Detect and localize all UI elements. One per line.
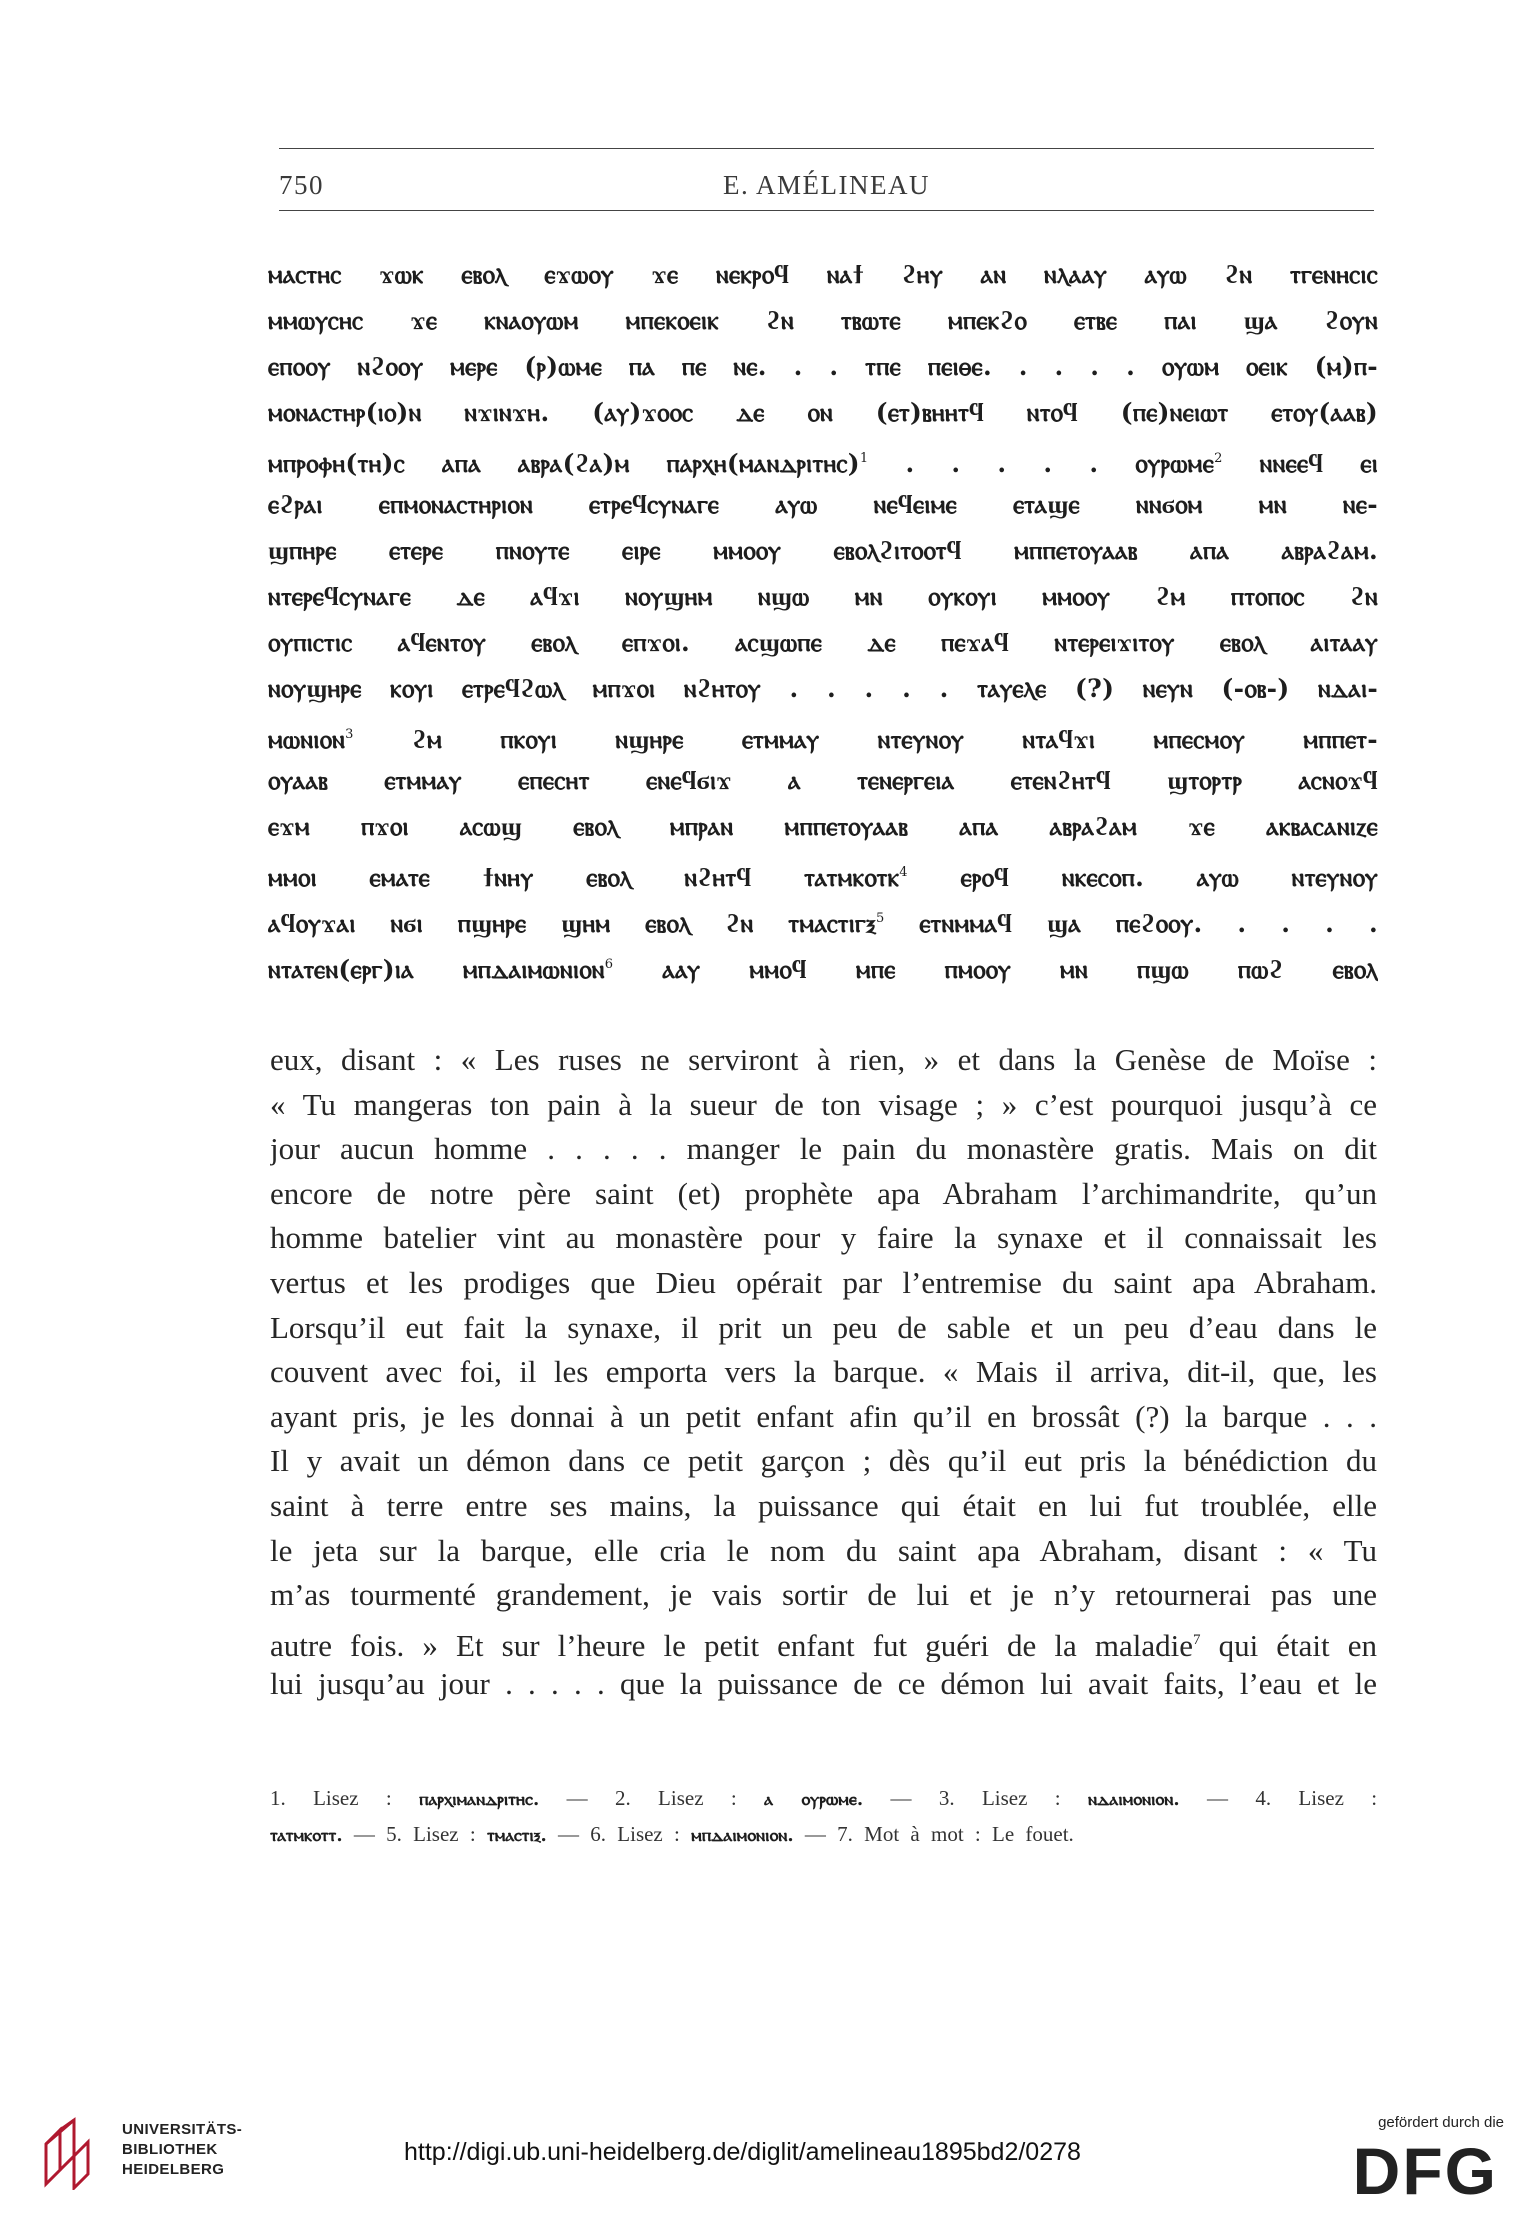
text-line: jour aucun homme . . . . . manger le pain du monastère gratis. Mais on dit xyxy=(270,1131,1377,1167)
header-bottom-rule xyxy=(279,210,1374,211)
coptic-line: ⲉⲡⲟⲟⲩ ⲛϩⲟⲟⲩ ⲙⲉⲣⲉ (ⲣ)ⲱⲙⲉ ⲡⲁ ⲡⲉ ⲛⲉ. . . ⲧⲡⲉ ⲡⲉⲓⲑⲉ. . . . . ⲟⲩⲱⲙ ⲟⲉⲓⲕ (ⲙ)ⲡ- xyxy=(268,352,1378,381)
coptic-line: ⲙⲟⲛⲁⲥⲧⲏⲣ(ⲓⲟ)ⲛ ⲛϫⲓⲛϫⲏ. (ⲁⲩ)ϫⲟⲟⲥ ⲇⲉ ⲟⲛ (ⲉⲧ)ⲃⲏⲏⲧϥ ⲛⲧⲟϥ (ⲡⲉ)ⲛⲉⲓⲱⲧ ⲉⲧⲟⲩ(ⲁⲁⲃ) xyxy=(268,398,1378,427)
footnote-ref: 1 xyxy=(859,451,869,466)
text-line: Il y avait un démon dans ce petit garçon ; dès qu’il eut pris la bénédiction du xyxy=(270,1443,1377,1479)
university-library-logo-icon xyxy=(38,2114,108,2190)
footnote-line: 1. Lisez : ⲡⲁⲣⲭⲓⲙⲁⲛⲇⲣⲓⲧⲏⲥ. — 2. Lisez : ⲁ ⲟⲩⲣⲱⲙⲉ. — 3. Lisez : ⲛⲇⲁⲓⲙⲟⲛⲓⲟⲛ. — 4. Lisez : xyxy=(270,1786,1378,1810)
coptic-line: ⲛⲟⲩϣⲏⲣⲉ ⲕⲟⲩⲓ ⲉⲧⲣⲉϥϩⲱⲗ ⲙⲡϫⲟⲓ ⲛϩⲏⲧⲟⲩ . . . . . ⲧⲁⲩⲉⲗⲉ (?) ⲛⲉⲩⲛ (-ⲟⲃ-) ⲛⲇⲁⲓ- xyxy=(268,674,1378,703)
permalink-url[interactable]: http://digi.ub.uni-heidelberg.de/diglit/amelineau1895bd2/0278 xyxy=(404,2138,1081,2166)
text-line: ayant pris, je les donnai à un petit enfant afin qu’il en brossât (?) la barque . . . xyxy=(270,1398,1377,1434)
footnote-ref: 6 xyxy=(604,957,614,972)
text-line: encore de notre père saint (et) prophète apa Abraham l’archimandrite, qu’un xyxy=(270,1175,1377,1211)
running-header xyxy=(279,170,1374,204)
footnotes xyxy=(270,1780,1377,1852)
text-line: vertus et les prodiges que Dieu opérait par l’entremise du saint apa Abraham. xyxy=(270,1264,1377,1300)
coptic-line: ⲙⲱⲛⲓⲟⲛ$^3$ ϩⲙ ⲡⲕⲟⲩⲓ ⲛϣⲏⲣⲉ ⲉⲧⲙⲙⲁⲩ ⲛⲧⲉⲩⲛⲟⲩ ⲛⲧⲁϥϫⲓ ⲙⲡⲉⲥⲙⲟⲩ ⲙⲡⲡⲉⲧ- xyxy=(268,725,1378,754)
text-line: Lorsqu’il eut fait la synaxe, il prit un peu de sable et un peu d’eau dans le xyxy=(270,1309,1377,1345)
viewer-footer xyxy=(0,2100,1528,2215)
text-line: homme batelier vint au monastère pour y faire la synaxe et il connaissait les xyxy=(270,1220,1377,1256)
footnote-ref: 5 xyxy=(875,911,885,926)
text-line: m’as tourmenté grandement, je vais sortir de lui et je n’y retournerai pas une xyxy=(270,1577,1377,1613)
coptic-line: ⲁϥⲟⲩϫⲁⲓ ⲛϭⲓ ⲡϣⲏⲣⲉ ϣⲏⲙ ⲉⲃⲟⲗ ϩⲛ ⲧⲙⲁⲥⲧⲓⲅⲝ$^5$ ⲉⲧⲛⲙⲙⲁϥ ϣⲁ ⲡⲉϩⲟⲟⲩ. . . . . xyxy=(268,909,1378,938)
page-number: 750 xyxy=(279,170,324,200)
text-line: eux, disant : « Les ruses ne serviront à rien, » et dans la Genèse de Moïse : xyxy=(270,1042,1377,1077)
coptic-line: ⲟⲩⲁⲁⲃ ⲉⲧⲙⲙⲁⲩ ⲉⲡⲉⲥⲏⲧ ⲉⲛⲉϥϭⲓϫ ⲁ ⲧⲉⲛⲉⲣⲅⲉⲓⲁ ⲉⲧⲉⲛϩⲏⲧϥ ϣⲧⲟⲣⲧⲣ ⲁⲥⲛⲟϫϥ xyxy=(268,766,1378,795)
footnote-ref: 4 xyxy=(899,865,908,880)
header-top-rule xyxy=(279,148,1374,149)
french-translation xyxy=(270,1038,1377,1707)
text-line: le jeta sur la barque, elle cria le nom du saint apa Abraham, disant : « Tu xyxy=(270,1532,1377,1568)
dfg-logo: DFG xyxy=(1352,2134,1498,2208)
coptic-line: ⲉϩⲣⲁⲓ ⲉⲡⲙⲟⲛⲁⲥⲧⲏⲣⲓⲟⲛ ⲉⲧⲣⲉϥⲥⲩⲛⲁⲅⲉ ⲁⲩⲱ ⲛⲉϥⲉⲓⲙⲉ ⲉⲧⲁϣⲉ ⲛⲛϭⲟⲙ ⲙⲛ ⲛⲉ- xyxy=(268,490,1378,519)
text-line: « Tu mangeras ton pain à la sueur de ton visage ; » c’est pourquoi jusqu’à ce xyxy=(270,1086,1377,1122)
coptic-line: ⲉϫⲙ ⲡϫⲟⲓ ⲁⲥⲱϣ ⲉⲃⲟⲗ ⲙⲡⲣⲁⲛ ⲙⲡⲡⲉⲧⲟⲩⲁⲁⲃ ⲁⲡⲁ ⲁⲃⲣⲁϩⲁⲙ ϫⲉ ⲁⲕⲃⲁⲥⲁⲛⲓⲍⲉ xyxy=(268,812,1378,841)
footnote-ref: 7 xyxy=(1192,1631,1201,1648)
text-line: saint à terre entre ses mains, la puissance qui était en lui fut troublée, elle xyxy=(270,1487,1377,1523)
coptic-line: ⲙⲙⲱⲩⲥⲏⲥ ϫⲉ ⲕⲛⲁⲟⲩⲱⲙ ⲙⲡⲉⲕⲟⲉⲓⲕ ϩⲛ ⲧⲃⲱⲧⲉ ⲙⲡⲉⲕϩⲟ ⲉⲧⲃⲉ ⲡⲁⲓ ϣⲁ ϩⲟⲩⲛ xyxy=(268,306,1378,335)
text-line: lui jusqu’au jour . . . . . que la puissance de ce démon lui avait faits, l’eau et le xyxy=(270,1666,1377,1702)
coptic-line: ϣⲡⲏⲣⲉ ⲉⲧⲉⲣⲉ ⲡⲛⲟⲩⲧⲉ ⲉⲓⲣⲉ ⲙⲙⲟⲟⲩ ⲉⲃⲟⲗϩⲓⲧⲟⲟⲧϥ ⲙⲡⲡⲉⲧⲟⲩⲁⲁⲃ ⲁⲡⲁ ⲁⲃⲣⲁϩⲁⲙ. xyxy=(268,536,1378,565)
coptic-line: ⲛⲧⲉⲣⲉϥⲥⲩⲛⲁⲅⲉ ⲇⲉ ⲁϥϫⲓ ⲛⲟⲩϣⲏⲙ ⲛϣⲱ ⲙⲛ ⲟⲩⲕⲟⲩⲓ ⲙⲙⲟⲟⲩ ϩⲙ ⲡⲧⲟⲡⲟⲥ ϩⲛ xyxy=(268,582,1378,611)
coptic-text-block xyxy=(268,252,1378,988)
funder-label: gefördert durch die xyxy=(1378,2114,1504,2131)
coptic-line: ⲙⲡⲣⲟⲫⲏ(ⲧⲏ)ⲥ ⲁⲡⲁ ⲁⲃⲣⲁ(ϩⲁ)ⲙ ⲡⲁⲣⲭⲏ(ⲙⲁⲛⲇⲣⲓⲧⲏⲥ)$^1$ . . . . . ⲟⲩⲣⲱⲙⲉ$^2$ ⲛⲛⲉⲉϥ ⲉⲓ xyxy=(268,449,1378,478)
library-name: UNIVERSITÄTS- BIBLIOTHEK HEIDELBERG xyxy=(122,2121,243,2178)
footnote-line: ⲧⲁⲧⲙⲕⲟⲧⲧ. — 5. Lisez : ⲧⲙⲁⲥⲧⲓⲝ. — 6. Lisez : ⲙⲡⲇⲁⲓⲙⲟⲛⲓⲟⲛ. — 7. Mot à mot : Le fouet. xyxy=(270,1822,1074,1846)
text-line: couvent avec foi, il les emporta vers la barque. « Mais il arriva, dit-il, que, les xyxy=(270,1354,1377,1390)
coptic-line: ⲛⲧⲁⲧⲉⲛ(ⲉⲣⲅ)ⲓⲁ ⲙⲡⲇⲁⲓⲙⲱⲛⲓⲟⲛ$^6$ ⲁⲁⲩ ⲙⲙⲟϥ ⲙⲡⲉ ⲡⲙⲟⲟⲩ ⲙⲛ ⲡϣⲱ ⲡⲱϩ ⲉⲃⲟⲗ xyxy=(268,955,1378,984)
coptic-line: ⲟⲩⲡⲓⲥⲧⲓⲥ ⲁϥⲉⲛⲧⲟⲩ ⲉⲃⲟⲗ ⲉⲡϫⲟⲓ. ⲁⲥϣⲱⲡⲉ ⲇⲉ ⲡⲉϫⲁϥ ⲛⲧⲉⲣⲉⲓϫⲓⲧⲟⲩ ⲉⲃⲟⲗ ⲁⲓⲧⲁⲁⲩ xyxy=(268,628,1378,657)
text-line: autre fois. » Et sur l’heure le petit enfant fut guéri de la maladie$^7$ qui était en xyxy=(270,1627,1377,1663)
footnote-ref: 3 xyxy=(345,727,354,742)
coptic-line: ⲙⲁⲥⲧⲏⲥ ϫⲱⲕ ⲉⲃⲟⲗ ⲉϫⲱⲟⲩ ϫⲉ ⲛⲉⲕⲣⲟϥ ⲛⲁϯ ϩⲏⲩ ⲁⲛ ⲛⲗⲁⲁⲩ ⲁⲩⲱ ϩⲛ ⲧⲅⲉⲛⲏⲥⲓⲥ xyxy=(268,260,1378,289)
coptic-line: ⲙⲙⲟⲓ ⲉⲙⲁⲧⲉ ϯⲛⲏⲩ ⲉⲃⲟⲗ ⲛϩⲏⲧϥ ⲧⲁⲧⲙⲕⲟⲧⲕ$^4$ ⲉⲣⲟϥ ⲛⲕⲉⲥⲟⲡ. ⲁⲩⲱ ⲛⲧⲉⲩⲛⲟⲩ xyxy=(268,863,1378,892)
running-head: E. AMÉLINEAU xyxy=(723,170,930,200)
footnote-ref: 2 xyxy=(1214,451,1223,466)
